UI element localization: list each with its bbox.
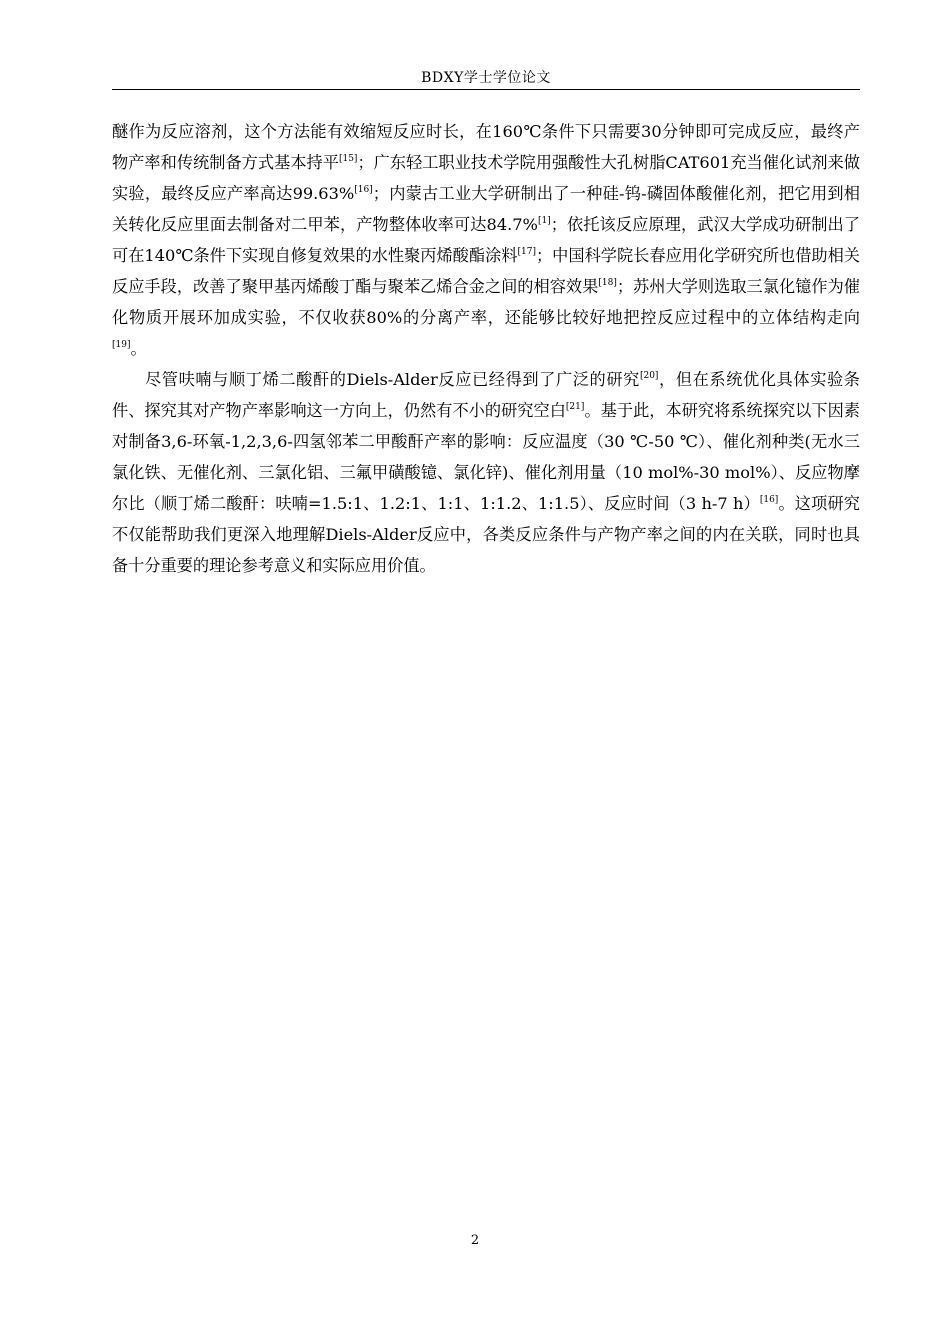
paragraph-text: 尽管呋喃与顺丁烯二酸酐的Diels-Alder反应已经得到了广泛的研究 xyxy=(145,370,640,389)
paragraph-text: 。这项研究不仅能帮助我们更深入地理解Diels-Alder反应中，各类反应条件与产物产率之间的内在关联，同时也具备十分重要的理论参考意义和实际应用价值。 xyxy=(112,494,860,575)
citation-ref: [17] xyxy=(517,247,536,257)
paragraph xyxy=(112,364,860,581)
paragraph-text: 。 xyxy=(130,339,147,358)
paragraph-text: ；依托该反应原理，武汉大学成功研制出了可在140℃条件下实现自修复效果的水性聚丙烯酸酯涂料 xyxy=(112,215,860,265)
paragraph-text: ；中国科学院长春应用化学研究所也借助相关反应手段，改善了聚甲基丙烯酸丁酯与聚苯乙烯合金之间的相容效果 xyxy=(112,246,860,296)
paragraph-text: ；内蒙古工业大学研制出了一种硅-钨-磷固体酸催化剂，把它用到相关转化反应里面去制备对二甲苯，产物整体收率可达84.7% xyxy=(112,184,860,234)
citation-ref: [21] xyxy=(565,402,585,412)
paragraph-text: ；苏州大学则选取三氯化镱作为催化物质开展环加成实验，不仅收获80%的分离产率，还能够比较好地把控反应过程中的立体结构走向 xyxy=(112,277,860,327)
citation-ref: [18] xyxy=(598,278,617,288)
citation-ref: [19] xyxy=(112,340,131,350)
citation-ref: [20] xyxy=(639,371,659,381)
paragraph xyxy=(112,116,860,364)
citation-ref: [15] xyxy=(338,154,358,164)
header-rule xyxy=(112,89,860,90)
body-text xyxy=(112,116,860,581)
citation-ref: [1] xyxy=(537,216,551,226)
paragraph-text: 醚作为反应溶剂，这个方法能有效缩短反应时长，在160℃条件下只需要30分钟即可完成反应，最终产物产率和传统制备方式基本持平 xyxy=(112,122,860,172)
page-header-title: BDXY学士学位论文 xyxy=(421,70,551,86)
paragraph-text: 。基于此，本研究将系统探究以下因素对制备3,6-环氧-1,2,3,6-四氢邻苯二甲酸酐产率的影响：反应温度（30 ℃-50 ℃）、催化剂种类(无水三氯化铁、无催化剂、三氯化铝、三氟甲磺酸镱、氯化锌)、催化剂用量（10 mol%-30 mol%）、反应物摩尔比（顺丁烯二酸酐：呋喃=1.5:1、1.2:1、1:1、1:1.2、1:1.5）、反应时间（3 h-7 h） xyxy=(112,401,860,513)
citation-ref: [16] xyxy=(759,495,779,505)
paragraph-text: ；广东轻工职业技术学院用强酸性大孔树脂CAT601充当催化试剂来做实验，最终反应产率高达99.63% xyxy=(112,153,860,203)
paragraph-text: ，但在系统优化具体实验条件、探究其对产物产率影响这一方向上，仍然有不小的研究空白 xyxy=(112,370,860,420)
page-number: 2 xyxy=(470,1233,480,1248)
citation-ref: [16] xyxy=(354,185,373,195)
